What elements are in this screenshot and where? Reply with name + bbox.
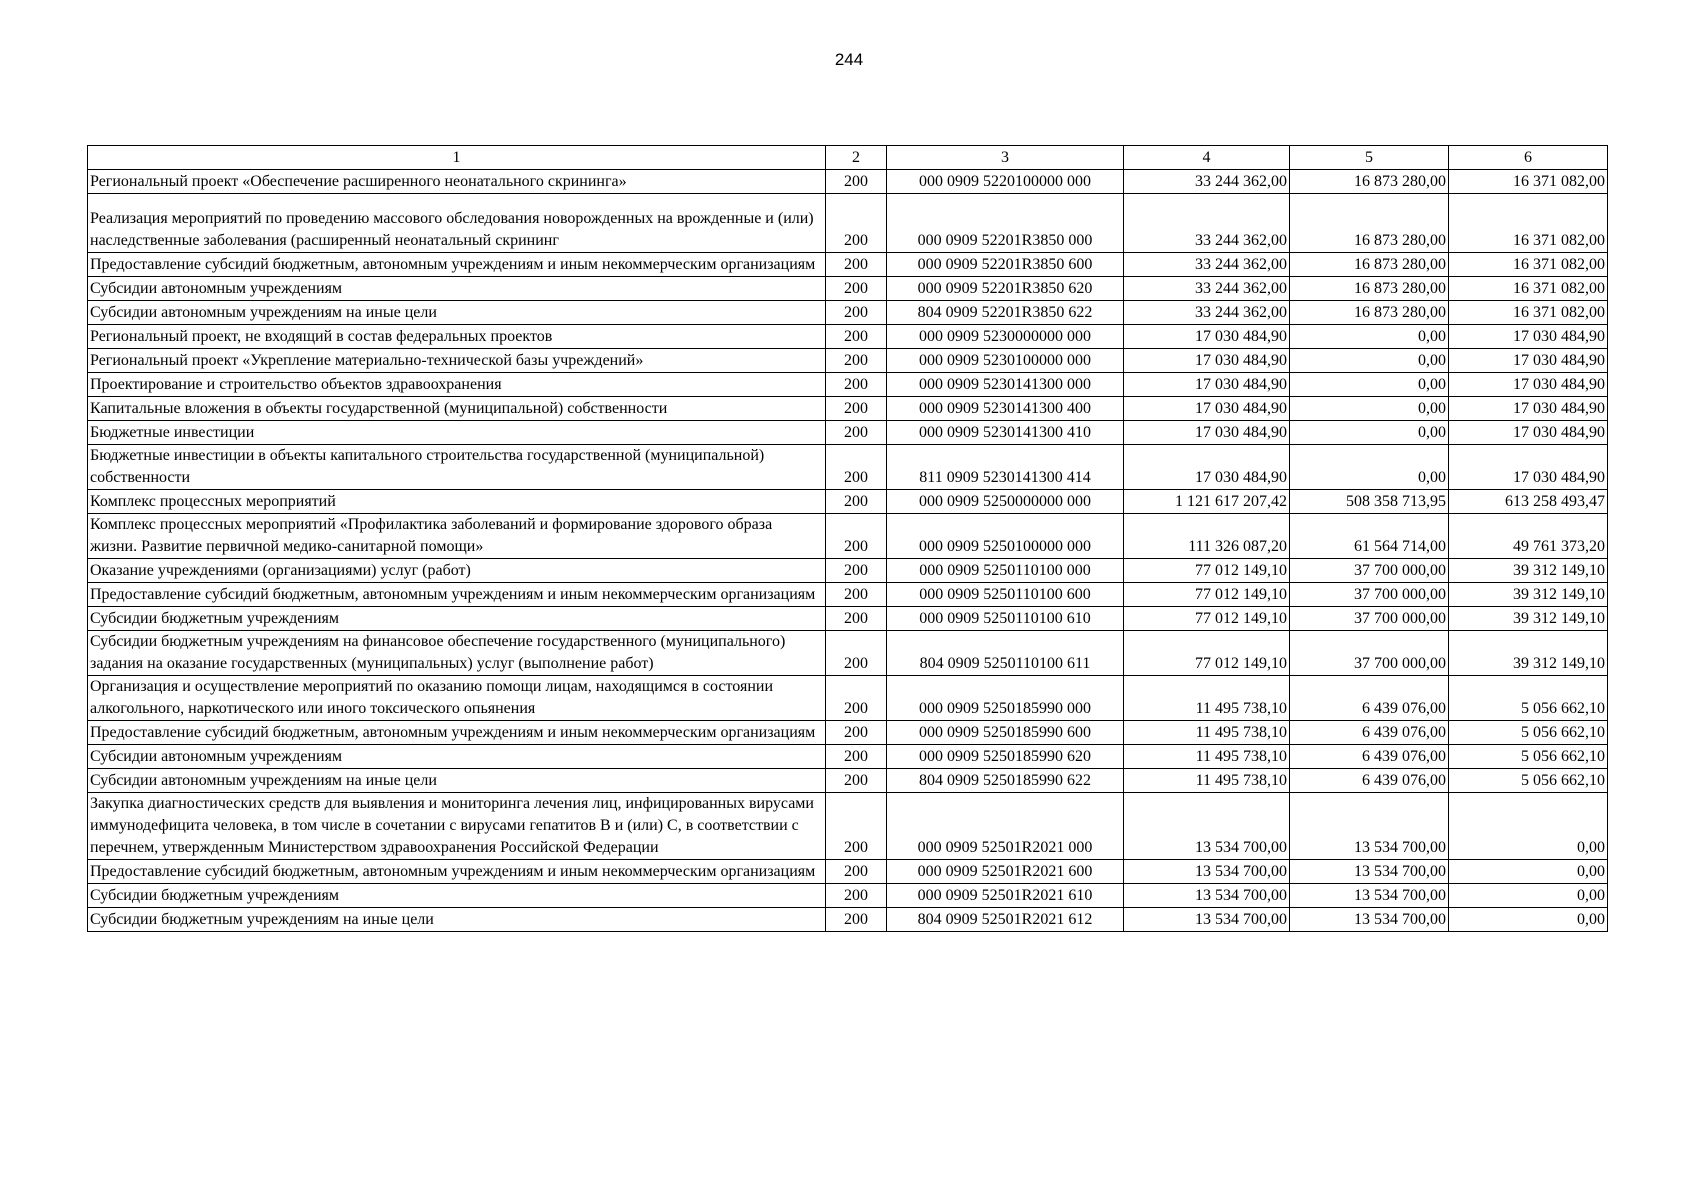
row-value-col5-cell: 16 873 280,00 (1290, 277, 1449, 301)
table-row (88, 908, 1608, 932)
row-name-cell: Субсидии автономным учреждениям (88, 745, 826, 769)
row-value-col5-cell: 61 564 714,00 (1290, 514, 1449, 559)
row-code-cell: 000 0909 5230100000 000 (887, 349, 1124, 373)
row-value-col6-cell: 39 312 149,10 (1449, 583, 1608, 607)
row-code-cell: 811 0909 5230141300 414 (887, 445, 1124, 490)
row-grbs-cell: 200 (826, 445, 887, 490)
row-grbs-cell: 200 (826, 607, 887, 631)
row-value-col4-cell: 17 030 484,90 (1124, 349, 1290, 373)
row-value-col6-cell: 0,00 (1449, 793, 1608, 860)
row-name-cell: Бюджетные инвестиции (88, 421, 826, 445)
table-row (88, 170, 1608, 194)
column-header-5: 5 (1290, 146, 1449, 170)
row-value-col5-cell: 37 700 000,00 (1290, 583, 1449, 607)
row-code-cell: 000 0909 52201R3850 600 (887, 253, 1124, 277)
row-name-cell: Субсидии бюджетным учреждениям (88, 607, 826, 631)
row-grbs-cell: 200 (826, 908, 887, 932)
row-name-cell: Субсидии бюджетным учреждениям (88, 884, 826, 908)
row-name-cell: Субсидии бюджетным учреждениям на иные цели (88, 908, 826, 932)
row-value-col5-cell: 0,00 (1290, 445, 1449, 490)
row-value-col5-cell: 16 873 280,00 (1290, 170, 1449, 194)
row-value-col5-cell: 0,00 (1290, 421, 1449, 445)
table-header-row (88, 146, 1608, 170)
row-code-cell: 000 0909 5250185990 000 (887, 676, 1124, 721)
row-value-col6-cell: 613 258 493,47 (1449, 490, 1608, 514)
table-row (88, 445, 1608, 490)
row-grbs-cell: 200 (826, 721, 887, 745)
row-value-col4-cell: 17 030 484,90 (1124, 325, 1290, 349)
row-grbs-cell: 200 (826, 194, 887, 253)
row-value-col6-cell: 0,00 (1449, 860, 1608, 884)
row-code-cell: 000 0909 5250110100 610 (887, 607, 1124, 631)
row-code-cell: 000 0909 5250100000 000 (887, 514, 1124, 559)
table-row (88, 607, 1608, 631)
table-row (88, 397, 1608, 421)
column-header-2: 2 (826, 146, 887, 170)
row-value-col4-cell: 77 012 149,10 (1124, 631, 1290, 676)
row-value-col5-cell: 13 534 700,00 (1290, 908, 1449, 932)
row-code-cell: 804 0909 5250110100 611 (887, 631, 1124, 676)
row-value-col4-cell: 77 012 149,10 (1124, 583, 1290, 607)
row-value-col4-cell: 11 495 738,10 (1124, 745, 1290, 769)
table-row (88, 884, 1608, 908)
row-value-col6-cell: 17 030 484,90 (1449, 421, 1608, 445)
row-name-cell: Комплекс процессных мероприятий (88, 490, 826, 514)
row-name-cell: Региональный проект «Обеспечение расширенного неонатального скрининга» (88, 170, 826, 194)
table-row (88, 721, 1608, 745)
table-row (88, 631, 1608, 676)
table-row (88, 559, 1608, 583)
row-value-col4-cell: 17 030 484,90 (1124, 397, 1290, 421)
table-row (88, 301, 1608, 325)
row-value-col5-cell: 0,00 (1290, 397, 1449, 421)
row-value-col6-cell: 17 030 484,90 (1449, 445, 1608, 490)
row-value-col5-cell: 16 873 280,00 (1290, 253, 1449, 277)
row-value-col4-cell: 33 244 362,00 (1124, 253, 1290, 277)
row-value-col6-cell: 39 312 149,10 (1449, 631, 1608, 676)
row-name-cell: Региональный проект, не входящий в состав федеральных проектов (88, 325, 826, 349)
row-value-col6-cell: 16 371 082,00 (1449, 194, 1608, 253)
row-value-col4-cell: 11 495 738,10 (1124, 721, 1290, 745)
column-header-1: 1 (88, 146, 826, 170)
row-value-col5-cell: 13 534 700,00 (1290, 884, 1449, 908)
row-value-col5-cell: 37 700 000,00 (1290, 559, 1449, 583)
row-code-cell: 804 0909 52201R3850 622 (887, 301, 1124, 325)
row-name-cell: Реализация мероприятий по проведению массового обследования новорожденных на врожденные и (или) наследственные заболевания (расширенный неонатальный скрининг (88, 194, 826, 253)
budget-table (87, 145, 1608, 932)
row-code-cell: 000 0909 5250110100 600 (887, 583, 1124, 607)
row-code-cell: 000 0909 5220100000 000 (887, 170, 1124, 194)
row-code-cell: 000 0909 52501R2021 610 (887, 884, 1124, 908)
row-value-col4-cell: 33 244 362,00 (1124, 170, 1290, 194)
row-value-col5-cell: 0,00 (1290, 325, 1449, 349)
page-number: 244 (834, 50, 864, 69)
row-value-col4-cell: 13 534 700,00 (1124, 908, 1290, 932)
row-grbs-cell: 200 (826, 349, 887, 373)
row-code-cell: 000 0909 52501R2021 000 (887, 793, 1124, 860)
row-grbs-cell: 200 (826, 397, 887, 421)
table-row (88, 253, 1608, 277)
row-grbs-cell: 200 (826, 884, 887, 908)
row-value-col4-cell: 77 012 149,10 (1124, 559, 1290, 583)
row-value-col4-cell: 33 244 362,00 (1124, 194, 1290, 253)
row-code-cell: 000 0909 5250110100 000 (887, 559, 1124, 583)
table-row (88, 373, 1608, 397)
row-value-col4-cell: 13 534 700,00 (1124, 884, 1290, 908)
row-grbs-cell: 200 (826, 583, 887, 607)
table-body (88, 170, 1608, 932)
table-row (88, 745, 1608, 769)
table-row (88, 793, 1608, 860)
table-row (88, 349, 1608, 373)
row-value-col5-cell: 13 534 700,00 (1290, 793, 1449, 860)
row-value-col5-cell: 6 439 076,00 (1290, 745, 1449, 769)
row-grbs-cell: 200 (826, 325, 887, 349)
row-name-cell: Оказание учреждениями (организациями) услуг (работ) (88, 559, 826, 583)
row-name-cell: Предоставление субсидий бюджетным, автономным учреждениям и иным некоммерческим организациям (88, 583, 826, 607)
row-value-col6-cell: 16 371 082,00 (1449, 170, 1608, 194)
row-value-col5-cell: 13 534 700,00 (1290, 860, 1449, 884)
row-value-col5-cell: 6 439 076,00 (1290, 769, 1449, 793)
row-value-col5-cell: 16 873 280,00 (1290, 301, 1449, 325)
row-code-cell: 804 0909 5250185990 622 (887, 769, 1124, 793)
row-name-cell: Предоставление субсидий бюджетным, автономным учреждениям и иным некоммерческим организациям (88, 253, 826, 277)
row-value-col4-cell: 17 030 484,90 (1124, 445, 1290, 490)
row-value-col6-cell: 0,00 (1449, 908, 1608, 932)
row-value-col6-cell: 17 030 484,90 (1449, 349, 1608, 373)
row-grbs-cell: 200 (826, 514, 887, 559)
column-header-3: 3 (887, 146, 1124, 170)
row-value-col4-cell: 13 534 700,00 (1124, 860, 1290, 884)
row-name-cell: Предоставление субсидий бюджетным, автономным учреждениям и иным некоммерческим организациям (88, 721, 826, 745)
row-code-cell: 000 0909 5250185990 620 (887, 745, 1124, 769)
row-name-cell: Капитальные вложения в объекты государственной (муниципальной) собственности (88, 397, 826, 421)
row-value-col4-cell: 13 534 700,00 (1124, 793, 1290, 860)
row-grbs-cell: 200 (826, 373, 887, 397)
row-code-cell: 000 0909 5230000000 000 (887, 325, 1124, 349)
row-value-col6-cell: 39 312 149,10 (1449, 559, 1608, 583)
row-value-col6-cell: 16 371 082,00 (1449, 253, 1608, 277)
table-row (88, 514, 1608, 559)
row-value-col6-cell: 49 761 373,20 (1449, 514, 1608, 559)
row-value-col4-cell: 17 030 484,90 (1124, 421, 1290, 445)
row-grbs-cell: 200 (826, 745, 887, 769)
table-row (88, 421, 1608, 445)
row-value-col5-cell: 0,00 (1290, 349, 1449, 373)
row-grbs-cell: 200 (826, 301, 887, 325)
row-name-cell: Региональный проект «Укрепление материально-технической базы учреждений» (88, 349, 826, 373)
row-grbs-cell: 200 (826, 490, 887, 514)
row-code-cell: 000 0909 52201R3850 620 (887, 277, 1124, 301)
row-value-col5-cell: 6 439 076,00 (1290, 676, 1449, 721)
row-value-col6-cell: 16 371 082,00 (1449, 301, 1608, 325)
row-value-col4-cell: 11 495 738,10 (1124, 769, 1290, 793)
table-row (88, 325, 1608, 349)
row-value-col6-cell: 5 056 662,10 (1449, 721, 1608, 745)
row-grbs-cell: 200 (826, 253, 887, 277)
row-grbs-cell: 200 (826, 421, 887, 445)
row-value-col5-cell: 508 358 713,95 (1290, 490, 1449, 514)
row-value-col6-cell: 16 371 082,00 (1449, 277, 1608, 301)
row-value-col5-cell: 16 873 280,00 (1290, 194, 1449, 253)
table-row (88, 490, 1608, 514)
row-grbs-cell: 200 (826, 277, 887, 301)
row-value-col6-cell: 39 312 149,10 (1449, 607, 1608, 631)
row-value-col6-cell: 17 030 484,90 (1449, 397, 1608, 421)
row-name-cell: Закупка диагностических средств для выявления и мониторинга лечения лиц, инфицированных вирусами иммунодефицита человека, в том числе в сочетании с вирусами гепатитов B и (или) C, в соответствии с перечнем, утвержденным Министерством здравоохранения Российской Федерации (88, 793, 826, 860)
row-name-cell: Субсидии автономным учреждениям на иные цели (88, 769, 826, 793)
row-value-col4-cell: 33 244 362,00 (1124, 301, 1290, 325)
row-grbs-cell: 200 (826, 170, 887, 194)
row-grbs-cell: 200 (826, 793, 887, 860)
row-name-cell: Субсидии автономным учреждениям (88, 277, 826, 301)
row-value-col4-cell: 33 244 362,00 (1124, 277, 1290, 301)
table-row (88, 769, 1608, 793)
row-code-cell: 804 0909 52501R2021 612 (887, 908, 1124, 932)
row-code-cell: 000 0909 52501R2021 600 (887, 860, 1124, 884)
row-value-col4-cell: 17 030 484,90 (1124, 373, 1290, 397)
row-value-col6-cell: 5 056 662,10 (1449, 769, 1608, 793)
row-value-col6-cell: 0,00 (1449, 884, 1608, 908)
row-name-cell: Проектирование и строительство объектов здравоохранения (88, 373, 826, 397)
row-grbs-cell: 200 (826, 631, 887, 676)
row-name-cell: Предоставление субсидий бюджетным, автономным учреждениям и иным некоммерческим организациям (88, 860, 826, 884)
row-value-col4-cell: 77 012 149,10 (1124, 607, 1290, 631)
row-value-col4-cell: 111 326 087,20 (1124, 514, 1290, 559)
row-code-cell: 000 0909 5250185990 600 (887, 721, 1124, 745)
row-grbs-cell: 200 (826, 769, 887, 793)
table-row (88, 583, 1608, 607)
row-code-cell: 000 0909 5230141300 000 (887, 373, 1124, 397)
row-value-col4-cell: 1 121 617 207,42 (1124, 490, 1290, 514)
column-header-4: 4 (1124, 146, 1290, 170)
row-code-cell: 000 0909 52201R3850 000 (887, 194, 1124, 253)
row-name-cell: Субсидии бюджетным учреждениям на финансовое обеспечение государственного (муниципального) задания на оказание государственных (муниципальных) услуг (выполнение работ) (88, 631, 826, 676)
row-value-col5-cell: 0,00 (1290, 373, 1449, 397)
row-code-cell: 000 0909 5250000000 000 (887, 490, 1124, 514)
row-name-cell: Бюджетные инвестиции в объекты капитального строительства государственной (муниципальной) собственности (88, 445, 826, 490)
table-row (88, 860, 1608, 884)
row-code-cell: 000 0909 5230141300 410 (887, 421, 1124, 445)
row-value-col5-cell: 6 439 076,00 (1290, 721, 1449, 745)
row-value-col6-cell: 17 030 484,90 (1449, 373, 1608, 397)
row-value-col6-cell: 17 030 484,90 (1449, 325, 1608, 349)
row-grbs-cell: 200 (826, 559, 887, 583)
row-value-col6-cell: 5 056 662,10 (1449, 676, 1608, 721)
row-value-col5-cell: 37 700 000,00 (1290, 607, 1449, 631)
row-grbs-cell: 200 (826, 860, 887, 884)
row-name-cell: Комплекс процессных мероприятий «Профилактика заболеваний и формирование здорового образа жизни. Развитие первичной медико-санитарной помощи» (88, 514, 826, 559)
row-value-col4-cell: 11 495 738,10 (1124, 676, 1290, 721)
table-row (88, 277, 1608, 301)
row-value-col6-cell: 5 056 662,10 (1449, 745, 1608, 769)
table-row (88, 676, 1608, 721)
row-name-cell: Организация и осуществление мероприятий по оказанию помощи лицам, находящимся в состоянии алкогольного, наркотического или иного токсического опьянения (88, 676, 826, 721)
row-name-cell: Субсидии автономным учреждениям на иные цели (88, 301, 826, 325)
table-row (88, 194, 1608, 253)
row-grbs-cell: 200 (826, 676, 887, 721)
column-header-6: 6 (1449, 146, 1608, 170)
row-code-cell: 000 0909 5230141300 400 (887, 397, 1124, 421)
row-value-col5-cell: 37 700 000,00 (1290, 631, 1449, 676)
